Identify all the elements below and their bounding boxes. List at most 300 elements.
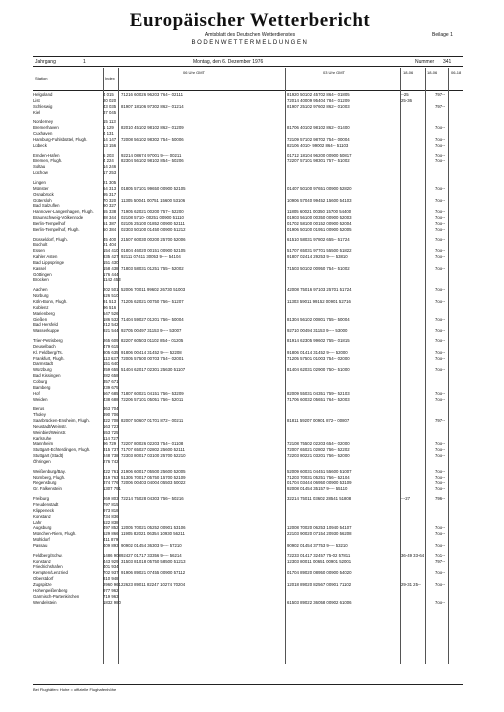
obs-06: 91806 00414 31452 9---- 52208 xyxy=(121,349,182,355)
station-index: 4 015 xyxy=(103,92,114,97)
obs-06: 02105 25100 01852 00900 52111 xyxy=(121,220,185,226)
station-index: 113 637 xyxy=(103,355,119,361)
station-index: 810 948 xyxy=(103,576,119,582)
station-index: 163 723 xyxy=(103,423,119,429)
cloud-code: 7o1-- xyxy=(435,552,446,558)
station-index: 479 615 xyxy=(103,343,119,349)
cloud-code: 7oo-- xyxy=(435,185,446,191)
station-name: Emden-Hafen xyxy=(33,152,60,158)
station-name: Köln-Bonn, Flugh. xyxy=(33,299,68,304)
cloud-code: 7oo-- xyxy=(435,226,446,232)
obs-03: 71503 50102 00950 754-- 51002 xyxy=(287,265,350,271)
obs-06: 71803 58031 01251 755-- 52002 xyxy=(121,265,184,271)
cloud-code: 7oo-- xyxy=(435,525,446,531)
station-name: Lübeck xyxy=(33,142,47,148)
index-header: Index xyxy=(105,76,115,81)
station-index: 64 313 xyxy=(103,185,117,191)
obs-03: 01906 50100 01951 00900 52005 xyxy=(287,226,352,232)
station-name: Hohenpeißenberg xyxy=(33,587,68,593)
cloud-code: 797-- xyxy=(435,418,446,424)
station-index: 50 384 xyxy=(103,226,117,232)
station-name: Friedrichshafen xyxy=(33,564,63,570)
station-index: 282 658 xyxy=(103,373,119,379)
station-name: Aachen xyxy=(33,287,48,293)
cloud-code: 7oo-- xyxy=(435,367,446,373)
station-index: 411 879 xyxy=(103,537,119,543)
station-index: 202 501 xyxy=(103,287,119,293)
station-name: Wendelstein xyxy=(33,599,57,605)
station-name: Bremen, Flugh. xyxy=(33,158,63,164)
cloud-code: 7oo-- xyxy=(435,158,446,164)
station-index: 797 815 xyxy=(103,502,119,507)
cloud-code: 7oo-- xyxy=(435,390,446,396)
station-index: 626 510 xyxy=(103,293,119,299)
page-subtitle: Amtsblatt des Deutschen Wetterdienstes xyxy=(204,32,296,38)
cloud-code: 7oo-- xyxy=(435,581,446,587)
station-name: Berlin-Tempelhof, Flugh. xyxy=(33,226,80,232)
station-index: 17 253 xyxy=(103,170,117,176)
station-index: 1142 453 xyxy=(103,277,121,283)
station-index: 2960 961 xyxy=(103,581,121,587)
station-name: Koblenz xyxy=(33,304,49,310)
extra-values: ---27 xyxy=(401,496,411,502)
cloud-code: 797-- xyxy=(435,103,446,109)
cloud-code: 7oo-- xyxy=(435,531,446,537)
station-index: 977 962 xyxy=(103,587,119,593)
station-name: Freiburg xyxy=(33,496,50,502)
obs-06: 22623 89011 82247 10274 70204 xyxy=(121,581,186,587)
obs-03: 12303 80011 00651 00901 52001 xyxy=(287,558,352,564)
obs-06: 92705 00497 31153 9---- 53007 xyxy=(121,328,182,334)
station-name: München-Riem, Flugh. xyxy=(33,531,77,537)
obs-06: 51404 62017 02301 25630 51107 xyxy=(121,367,186,373)
station-name: Hamburg-Fuhlsbüttel, Flugh. xyxy=(33,136,88,142)
cloud-code: 7oo-- xyxy=(435,447,446,453)
obs-06: 71905 62021 00200 757-- 52200 xyxy=(121,209,184,215)
obs-03: 42008 75016 97103 25701 51724 xyxy=(287,287,352,293)
cloud-code: 7oo-- xyxy=(435,136,446,142)
station-index: 51 387 xyxy=(103,220,117,226)
cloud-code: 7oo-- xyxy=(435,209,446,215)
station-name: Bad Hersfeld xyxy=(33,322,58,328)
station-name: Kiel xyxy=(33,109,41,115)
station-index: 322 708 xyxy=(103,418,119,424)
obs-06: 12005 70021 05252 00901 53106 xyxy=(121,525,186,531)
obs-03: 52009 60031 04451 55600 51007 xyxy=(287,468,352,474)
station-name: Norderney xyxy=(33,119,54,125)
cloud-code: 797-- xyxy=(435,558,446,564)
obs-06: 82010 45102 98102 862-- 01209 xyxy=(121,125,184,131)
obs-06: 71216 60026 96203 764-- 02111 xyxy=(121,92,183,97)
obs-06: 71807 60021 04151 756-- 53209 xyxy=(121,390,184,396)
obs-06: 11305 50041 00751 15600 53106 xyxy=(121,197,186,203)
obs-03: 92710 00494 31153 9---- 53000 xyxy=(287,328,348,334)
cloud-code: 7oo-- xyxy=(435,486,446,492)
station-name: Stuttgart (Stadt) xyxy=(33,453,64,459)
obs-03: 81914 62305 99602 755-- 01815 xyxy=(287,338,350,344)
station-index: 96 729 xyxy=(103,441,117,447)
cloud-code: 7oo-- xyxy=(435,599,446,605)
cloud-code: 7oo-- xyxy=(435,265,446,271)
cloud-code: 7oo-- xyxy=(435,215,446,221)
station-index: 443 929 xyxy=(103,558,119,564)
obs-06: 82304 56102 98102 854-- 50206 xyxy=(121,158,184,164)
station-name: Garmisch-Partenkirchen xyxy=(33,593,80,599)
station-name: Hannover-Langenhagen, Flugh. xyxy=(33,209,94,215)
station-index: 363 704 xyxy=(103,406,119,412)
cloud-code: 7oo-- xyxy=(435,316,446,322)
cloud-code: 7oo-- xyxy=(435,197,446,203)
obs-03: 01704 03444 06950 00900 53109 xyxy=(287,480,352,486)
station-index: 835 427 xyxy=(103,254,119,260)
station-name: Lingen xyxy=(33,179,46,185)
c1-header: 18-06 xyxy=(403,70,414,75)
station-name: Berus xyxy=(33,406,45,412)
station-index: 88 344 xyxy=(103,215,117,221)
station-name: Nürburg xyxy=(33,293,49,299)
obs-03: 72007 65021 02802 756-- 52202 xyxy=(287,447,350,453)
obs-03: 81304 56102 00801 755-- 50004 xyxy=(287,316,350,322)
obs-06: 71707 65027 02802 25600 52111 xyxy=(121,447,185,453)
c2-header: 18-06 xyxy=(427,70,438,75)
station-index: 973 818 xyxy=(103,507,119,513)
obs-06: 01805 57101 99650 00900 52105 xyxy=(121,185,186,191)
cloud-code: 7oo-- xyxy=(435,480,446,486)
station-index: 95 317 xyxy=(103,191,117,197)
station-index: 239 675 xyxy=(103,384,119,390)
cloud-code: 7oo-- xyxy=(435,125,446,131)
station-name: Weinbiet/Weinstr. xyxy=(33,429,67,435)
obs-03: 01407 50100 97651 00900 52820 xyxy=(287,185,352,191)
station-name: Nürnberg, Flugh. xyxy=(33,474,66,480)
cloud-code: 7oo-- xyxy=(435,254,446,260)
station-index: 151 430 xyxy=(103,259,119,265)
nummer-label: Nummer xyxy=(415,59,435,65)
station-index: 374 776 xyxy=(103,480,119,486)
station-name: Lahr xyxy=(33,519,42,525)
station-index: 90 327 xyxy=(103,203,117,209)
obs-03: 22103 90020 07154 20930 56208 xyxy=(287,531,352,537)
station-index: 702 937 xyxy=(103,570,119,576)
cloud-code: 7oo-- xyxy=(435,287,446,293)
obs-06: 02303 50100 01450 00900 51212 xyxy=(121,226,186,232)
station-index: 497 852 xyxy=(103,525,119,531)
station-name: Klippeneck xyxy=(33,507,55,513)
obs-06: 51305 70017 05750 15700 52109 xyxy=(121,474,186,480)
station-name: Bad Salzuflen xyxy=(33,203,60,209)
extra-values: 29-31 25-- xyxy=(401,581,421,587)
obs-06: 02108 5710- 00251 00900 51110 xyxy=(121,215,184,221)
station-name: Augsburg xyxy=(33,525,52,531)
cloud-code: 7oo-- xyxy=(435,220,446,226)
station-name: Karlsruhe xyxy=(33,435,52,441)
station-name: Braunschweig-Völkenrode xyxy=(33,215,84,221)
station-name: Kahler Asten xyxy=(33,254,58,260)
station-name: Bamberg xyxy=(33,384,51,390)
station-name: Freudenstadt xyxy=(33,502,59,507)
station-index: 522 838 xyxy=(103,519,119,525)
station-index: 921 544 xyxy=(103,328,119,334)
obs-06: 72006 00403 04004 05503 50022 xyxy=(121,480,186,486)
cloud-code: 7oo-- xyxy=(435,152,446,158)
obs-03: 72233 01417 32457 75-02 57811 xyxy=(287,552,351,558)
station-index: 269 803 xyxy=(103,496,119,502)
station-name: Brocken xyxy=(33,277,49,283)
station-index: 91 513 xyxy=(103,299,117,304)
extra-values: 25-36 xyxy=(401,97,412,103)
station-name: Stuttgart-Echterdingen, Flugh. xyxy=(33,447,91,453)
footer-note: Bei Flughäfen: Hohe = offizielle Flughafenhöhe xyxy=(33,687,117,692)
station-index: 409 893 xyxy=(103,542,119,548)
station-name: Schleswig xyxy=(33,103,53,109)
station-index: 70 320 xyxy=(103,197,117,203)
obs-03: 32214 75011 03602 28541 51808 xyxy=(287,496,352,502)
station-index: 14 147 xyxy=(103,136,117,142)
cloud-code: 7oo-- xyxy=(435,468,446,474)
obs-03: 71205 57501 01003 754-- 02000 xyxy=(287,355,350,361)
station-index: 1832 980 xyxy=(103,599,121,605)
cloud-code: 7oo-- xyxy=(435,396,446,402)
cloud-code: 7oo-- xyxy=(435,349,446,355)
obs-06: 72008 56102 98302 754-- 50006 xyxy=(121,136,184,142)
time2-header: 03 Uhr GMT xyxy=(323,70,346,75)
station-name: Cuxhaven xyxy=(33,131,53,137)
station-index: 21 404 xyxy=(103,242,117,248)
station-index: 1486 908 xyxy=(103,552,121,558)
obs-03: 82106 4010- 99002 864-- 51103 xyxy=(287,142,349,148)
station-name: Konstanz xyxy=(33,513,51,519)
station-name: Gießen xyxy=(33,316,48,322)
cloud-code: 7oo-- xyxy=(435,299,446,304)
station-index: 567 685 xyxy=(103,390,119,396)
station-name: Wasserkuppe xyxy=(33,328,60,334)
cloud-code: 7oo-- xyxy=(435,542,446,548)
station-index: 1 129 xyxy=(103,125,114,131)
obs-06: 21906 60017 05500 25600 52005 xyxy=(121,468,186,474)
station-index: 13 156 xyxy=(103,142,117,148)
station-index: 158 438 xyxy=(103,265,119,271)
station-index: 186 532 xyxy=(103,316,119,322)
station-name: Bad Lippspringe xyxy=(33,259,65,265)
info-bar xyxy=(33,56,463,67)
section-title: BODENWETTERMELDUNGEN xyxy=(191,40,309,46)
obs-03: 82009 55031 04351 759-- 52103 xyxy=(287,390,350,396)
obs-03: 61503 89022 36058 00902 61006 xyxy=(287,599,352,605)
station-name: Weißenburg/Bay. xyxy=(33,468,66,474)
station-index: 4 224 xyxy=(103,158,114,164)
obs-03: 81907 25102 97602 862-- 01003 xyxy=(287,103,350,109)
obs-06: 92427 01717 33356 9---- 56214 xyxy=(121,552,182,558)
obs-06: 92214 08674 97001 9---- 00211 xyxy=(121,152,182,158)
station-index: 212 542 xyxy=(103,322,119,328)
station-index: 15 113 xyxy=(103,119,116,125)
obs-06: 72303 80017 03100 25700 52210 xyxy=(121,453,186,459)
station-name: Neustadt/Weinstr. xyxy=(33,423,67,429)
obs-03: 81811 59207 00901 872-- 00807 xyxy=(287,418,350,424)
obs-03: 01903 56100 00350 00900 52003 xyxy=(287,215,352,221)
obs-03: 71203 70031 05251 756-- 52104 xyxy=(287,474,350,480)
station-index: 259 655 xyxy=(103,367,119,373)
station-name: Öhringen xyxy=(33,458,51,464)
station-index: 37 045 xyxy=(103,109,117,115)
obs-03: 01702 58100 00152 00900 52004 xyxy=(287,220,352,226)
time1-header: 06 Uhr GMT xyxy=(183,70,206,75)
station-name: Göttingen xyxy=(33,271,52,277)
station-name: Kl. Feldberg/Ts. xyxy=(33,349,63,355)
cloud-code: 796-- xyxy=(435,496,446,502)
station-name: Gütersloh xyxy=(33,197,52,203)
jahrgang-label: Jahrgang xyxy=(35,59,56,65)
obs-06: 72207 80026 02203 754-- 01108 xyxy=(121,441,184,447)
cloud-code: 7oo-- xyxy=(435,338,446,344)
obs-06: 91906 89021 07455 00900 57112 xyxy=(121,570,186,576)
station-name: Kempten/Lenzried xyxy=(33,570,68,576)
obs-06: 11905 82021 06354 10930 56211 xyxy=(121,531,185,537)
cloud-code: 797-- xyxy=(435,92,446,97)
obs-06: 72206 57101 05051 756-- 52011 xyxy=(121,396,184,402)
cloud-code: 7oo-- xyxy=(435,453,446,459)
station-index: 176 444 xyxy=(103,271,119,277)
station-name: Kassel xyxy=(33,265,46,271)
cloud-code: 7oo-- xyxy=(435,355,446,361)
obs-06: 82207 60503 01102 854-- 01205 xyxy=(121,338,184,344)
cloud-code: 7oo-- xyxy=(435,236,446,242)
obs-03: 72108 75502 02203 654-- 02000 xyxy=(287,441,350,447)
obs-03: 61510 58031 97802 655-- 51724 xyxy=(287,236,350,242)
obs-03: 72207 57101 98301 757-- 51002 xyxy=(287,158,350,164)
obs-06: 01804 46020 00151 00900 52105 xyxy=(121,248,186,254)
station-header: Station xyxy=(35,76,48,81)
station-name: Regensburg xyxy=(33,480,57,486)
station-name: Bocholt xyxy=(33,242,48,248)
station-name: Frankfurt, Flugh. xyxy=(33,355,65,361)
station-name: Bremerhaven xyxy=(33,125,59,131)
obs-03: 81404 62031 02900 750-- 51000 xyxy=(287,367,350,373)
obs-03: 92008 01454 35157 9---- 55110 xyxy=(287,486,348,492)
page-title: Europäischer Wetterbericht xyxy=(129,10,371,31)
station-index: 248 738 xyxy=(103,453,119,459)
station-name: Helgoland xyxy=(33,92,53,97)
station-name: Oberstdorf xyxy=(33,576,54,582)
obs-03: 72014 40009 95404 784-- 01209 xyxy=(287,97,350,103)
obs-06: 92111 07411 30053 9---- 54104 xyxy=(121,254,181,260)
station-name: Deuselbach xyxy=(33,343,56,349)
station-name: Zugspitze xyxy=(33,581,52,587)
station-index: 265 609 xyxy=(103,338,119,344)
station-index: 6 203 xyxy=(103,152,114,158)
obs-03: 91807 02414 29253 9---- 53810 xyxy=(287,254,348,260)
cloud-code: 7oo-- xyxy=(435,441,446,447)
station-index: 357 671 xyxy=(103,378,119,384)
station-name: Marienberg xyxy=(33,310,55,316)
cloud-code: 7oo-- xyxy=(435,248,446,254)
obs-06: 71404 59027 01201 756-- 50004 xyxy=(121,316,184,322)
station-index: 390 706 xyxy=(103,412,119,418)
station-index: 14 246 xyxy=(103,164,117,170)
footer-rule xyxy=(33,684,463,685)
table-row xyxy=(33,600,463,606)
station-index: 20 020 xyxy=(103,97,117,103)
obs-03: 10906 57040 99452 15600 54103 xyxy=(287,197,352,203)
station-name: Würzburg xyxy=(33,367,52,373)
station-name: Weiden xyxy=(33,396,48,402)
station-index: 319 763 xyxy=(103,474,119,480)
beilage-label: Beilage 1 xyxy=(432,32,453,38)
station-name: Bad Kissingen xyxy=(33,373,61,379)
station-name: Lüchow xyxy=(33,170,48,176)
obs-03: 81920 50102 45702 864-- 01805 xyxy=(287,92,350,97)
station-table xyxy=(33,92,463,605)
station-name: Mannheim xyxy=(33,441,54,447)
station-name: Gr. Falkenstein xyxy=(33,486,62,492)
station-name: Coburg xyxy=(33,378,48,384)
obs-06: 31503 81018 05750 58500 51213 xyxy=(121,558,186,564)
station-name: Hof xyxy=(33,390,40,396)
obs-03: 12008 70020 06253 10940 54107 xyxy=(287,525,352,531)
station-name: Darmstadt xyxy=(33,361,53,367)
extra-values: --25 xyxy=(401,92,409,97)
c3-header: 06-18 xyxy=(451,70,462,75)
obs-03: 11303 59011 99152 00901 52716 xyxy=(287,299,351,304)
station-name: Düsseldorf, Flugh. xyxy=(33,236,68,242)
station-name: Saarbrücken-Ensheim, Flugh. xyxy=(33,418,90,424)
obs-03: 81706 40102 98102 862-- 01400 xyxy=(287,125,350,131)
obs-03: 01704 89020 08950 00900 54020 xyxy=(287,570,352,576)
station-index: 114 727 xyxy=(103,435,119,441)
obs-03: 12018 89020 82567 00901 71102 xyxy=(287,581,352,587)
station-index: 45 400 xyxy=(103,236,117,242)
station-name: Konstanz xyxy=(33,558,51,564)
station-name: Essen xyxy=(33,248,45,254)
obs-06: 90902 01454 36303 9---- 57210 xyxy=(121,542,182,548)
cloud-code: 7oo-- xyxy=(435,142,446,148)
station-name: Trier-Petrisberg xyxy=(33,338,63,344)
station-index: 438 688 xyxy=(103,396,119,402)
station-name: List xyxy=(33,97,40,103)
station-index: 154 410 xyxy=(103,248,119,254)
station-index: 1307 791 xyxy=(103,486,121,492)
obs-03: 11805 60021 00350 15700 54400 xyxy=(287,209,352,215)
station-name: Mühldorf xyxy=(33,537,50,543)
cloud-code: 7oo-- xyxy=(435,328,446,334)
station-name: Tholey xyxy=(33,412,46,418)
column-header xyxy=(33,68,463,91)
station-index: 719 963 xyxy=(103,593,119,599)
obs-06: 72214 75028 04303 756-- 50216 xyxy=(121,496,184,502)
obs-06: 21507 60030 00200 25700 52006 xyxy=(121,236,186,242)
obs-03: 90902 01454 37753 9---- 53210 xyxy=(287,542,348,548)
station-name: Münster xyxy=(33,185,49,191)
station-index: 43 035 xyxy=(103,103,117,109)
station-name: Feldberg/Schw. xyxy=(33,552,63,558)
station-index: 276 742 xyxy=(103,458,119,464)
station-name: Soltau xyxy=(33,164,46,170)
obs-03: 51707 65031 97701 55500 51822 xyxy=(287,248,352,254)
obs-06: 72005 57500 00703 754-- 02001 xyxy=(121,355,184,361)
station-index: 96 516 xyxy=(103,304,117,310)
station-index: 547 526 xyxy=(103,310,119,316)
obs-03: 91806 01414 31452 9---- 52000 xyxy=(287,349,348,355)
obs-03: 72109 57102 98702 754-- 00004 xyxy=(287,136,350,142)
jahrgang-value: 1 xyxy=(83,59,86,65)
station-index: 553 725 xyxy=(103,429,119,435)
cloud-code: 7oo-- xyxy=(435,474,446,480)
station-index: 805 635 xyxy=(103,349,119,355)
station-name: Passau xyxy=(33,542,48,548)
obs-06: 82007 50607 01701 872-- 00211 xyxy=(121,418,184,424)
obs-06: 81907 18106 97302 862-- 01214 xyxy=(121,103,184,109)
obs-03: 01712 18104 96200 00900 50817 xyxy=(287,152,352,158)
